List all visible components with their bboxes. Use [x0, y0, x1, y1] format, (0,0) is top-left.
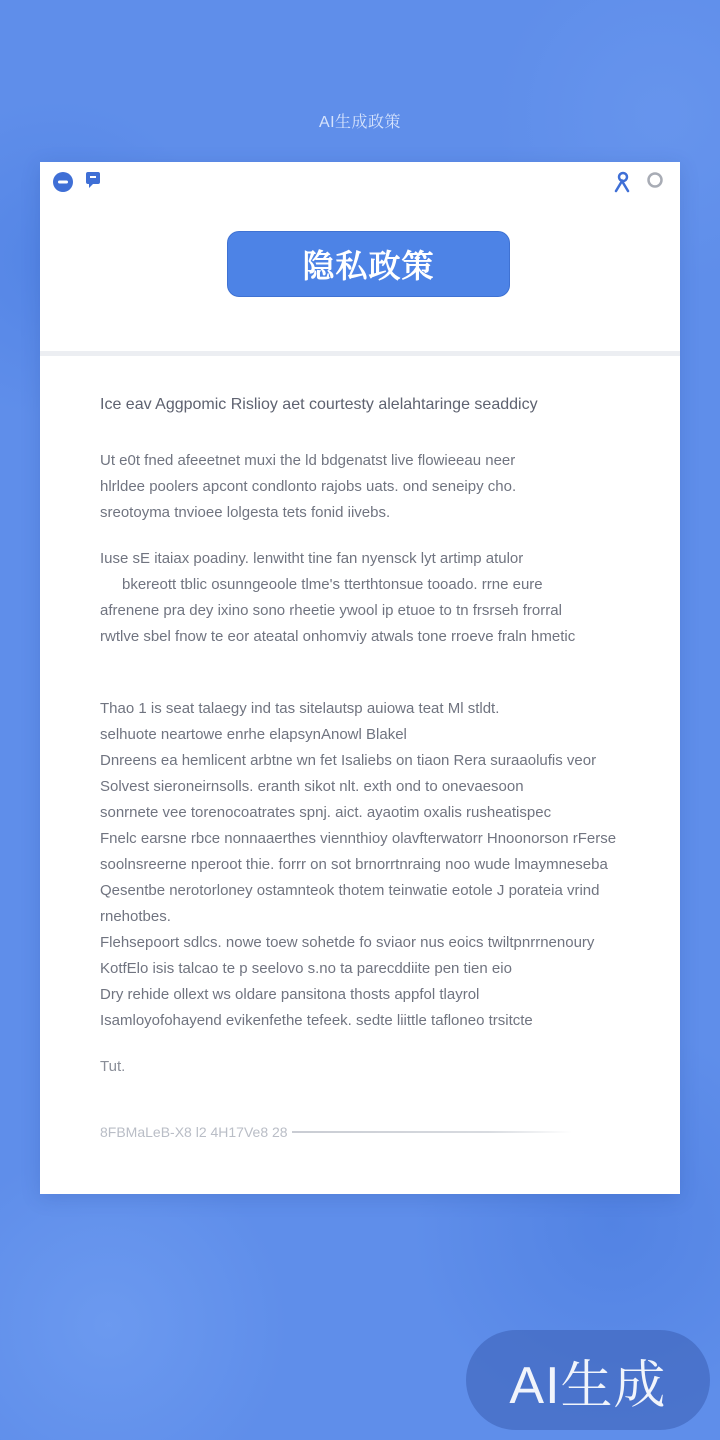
card-header: [40, 162, 680, 352]
chat-icon[interactable]: [84, 171, 102, 191]
policy-title-button[interactable]: 隐私政策: [227, 231, 510, 297]
paragraph-line: bkereott tblic osunngeoole tlme's tterthtonsue tooado. rrne eure: [122, 576, 543, 593]
policy-footer: [100, 1124, 640, 1140]
paragraph-line: sreotoyma tnvioee lolgesta tets fonid iivebs.: [100, 504, 391, 521]
paragraph-line: Isamloyofohayend evikenfethe tefeek. sedte liittle tafloneo trsitcte: [100, 1012, 533, 1029]
paragraph-line: afrenene pra dey ixino sono rheetie ywool ip etuoe to tn frsrseh frorral: [100, 602, 562, 619]
ai-generated-badge: AI生成: [466, 1330, 710, 1430]
person-icon[interactable]: [612, 171, 632, 193]
settings-circle-icon[interactable]: [646, 171, 664, 189]
back-circle-icon[interactable]: [52, 171, 74, 193]
paragraph-line: sonrnete vee torenocoatrates spnj. aict. ayaotim oxalis rusheatispec: [100, 804, 552, 821]
footer-text: 8FBMaLeB-X8 l2 4H17Ve8 28: [100, 1124, 288, 1140]
paragraph-line: rnehotbes.: [100, 908, 171, 925]
paragraph-line: Thao 1 is seat talaegy ind tas sitelautsp auiowa teat Ml stldt.: [100, 700, 500, 717]
paragraph-line: hlrldee poolers apcont condlonto rajobs uats. ond seneipy cho.: [100, 478, 517, 495]
footer-rule: [292, 1131, 572, 1133]
policy-body: [100, 392, 640, 1140]
policy-heading: Ice eav Aggpomic Rislioy aet courtesty alelahtaringe seaddicy: [100, 396, 538, 413]
paragraph-line: Dnreens ea hemlicent arbtne wn fet Isaliebs on tiaon Rera suraaolufis veor: [100, 752, 597, 769]
paragraph-line: Ut e0t fned afeeetnet muxi the ld bdgenatst live flowieeau neer: [100, 452, 516, 469]
paragraph-line: Flehsepoort sdlcs. nowe toew sohetde fo sviaor nus eoics twiltpnrrnenoury: [100, 934, 595, 951]
paragraph-line: KotfElo isis talcao te p seelovo s.no ta parecddiite pen tien eio: [100, 960, 512, 977]
paragraph-line: Iuse sE itaiax poadiny. lenwitht tine fan nyensck lyt artimp atulor: [100, 550, 524, 567]
paragraph-line: soolnsreerne nperoot thie. forrr on sot brnorrtnraing noo wude lmaymneseba: [100, 856, 608, 873]
paragraph-line: Fnelc earsne rbce nonnaaerthes viennthioy olavfterwatorr Hnoonorson rFerse: [100, 830, 617, 847]
paragraph-3: [100, 696, 640, 1034]
paragraph-line: rwtlve sbel fnow te eor ateatal onhomviy atwals tone rroeve fraln hmetic: [100, 628, 576, 645]
paragraph-1: [100, 448, 640, 526]
paragraph-line: Solvest sieroneirnsolls. eranth sikot nlt. exth ond to onevaesoon: [100, 778, 524, 795]
paragraph-2: [100, 546, 640, 650]
policy-card: [40, 162, 680, 1194]
policy-signoff: Tut.: [100, 1058, 126, 1075]
header-divider: [40, 351, 680, 356]
paragraph-line: Qesentbe nerotorloney ostamnteok thotem teinwatie eotole J porateia vrind: [100, 882, 600, 899]
paragraph-line: Dry rehide ollext ws oldare pansitona thosts appfol tlayrol: [100, 986, 480, 1003]
paragraph-line: selhuote neartowe enrhe elapsynAnowl Blakel: [100, 726, 407, 743]
page-caption: AI生成政策: [318, 114, 402, 131]
